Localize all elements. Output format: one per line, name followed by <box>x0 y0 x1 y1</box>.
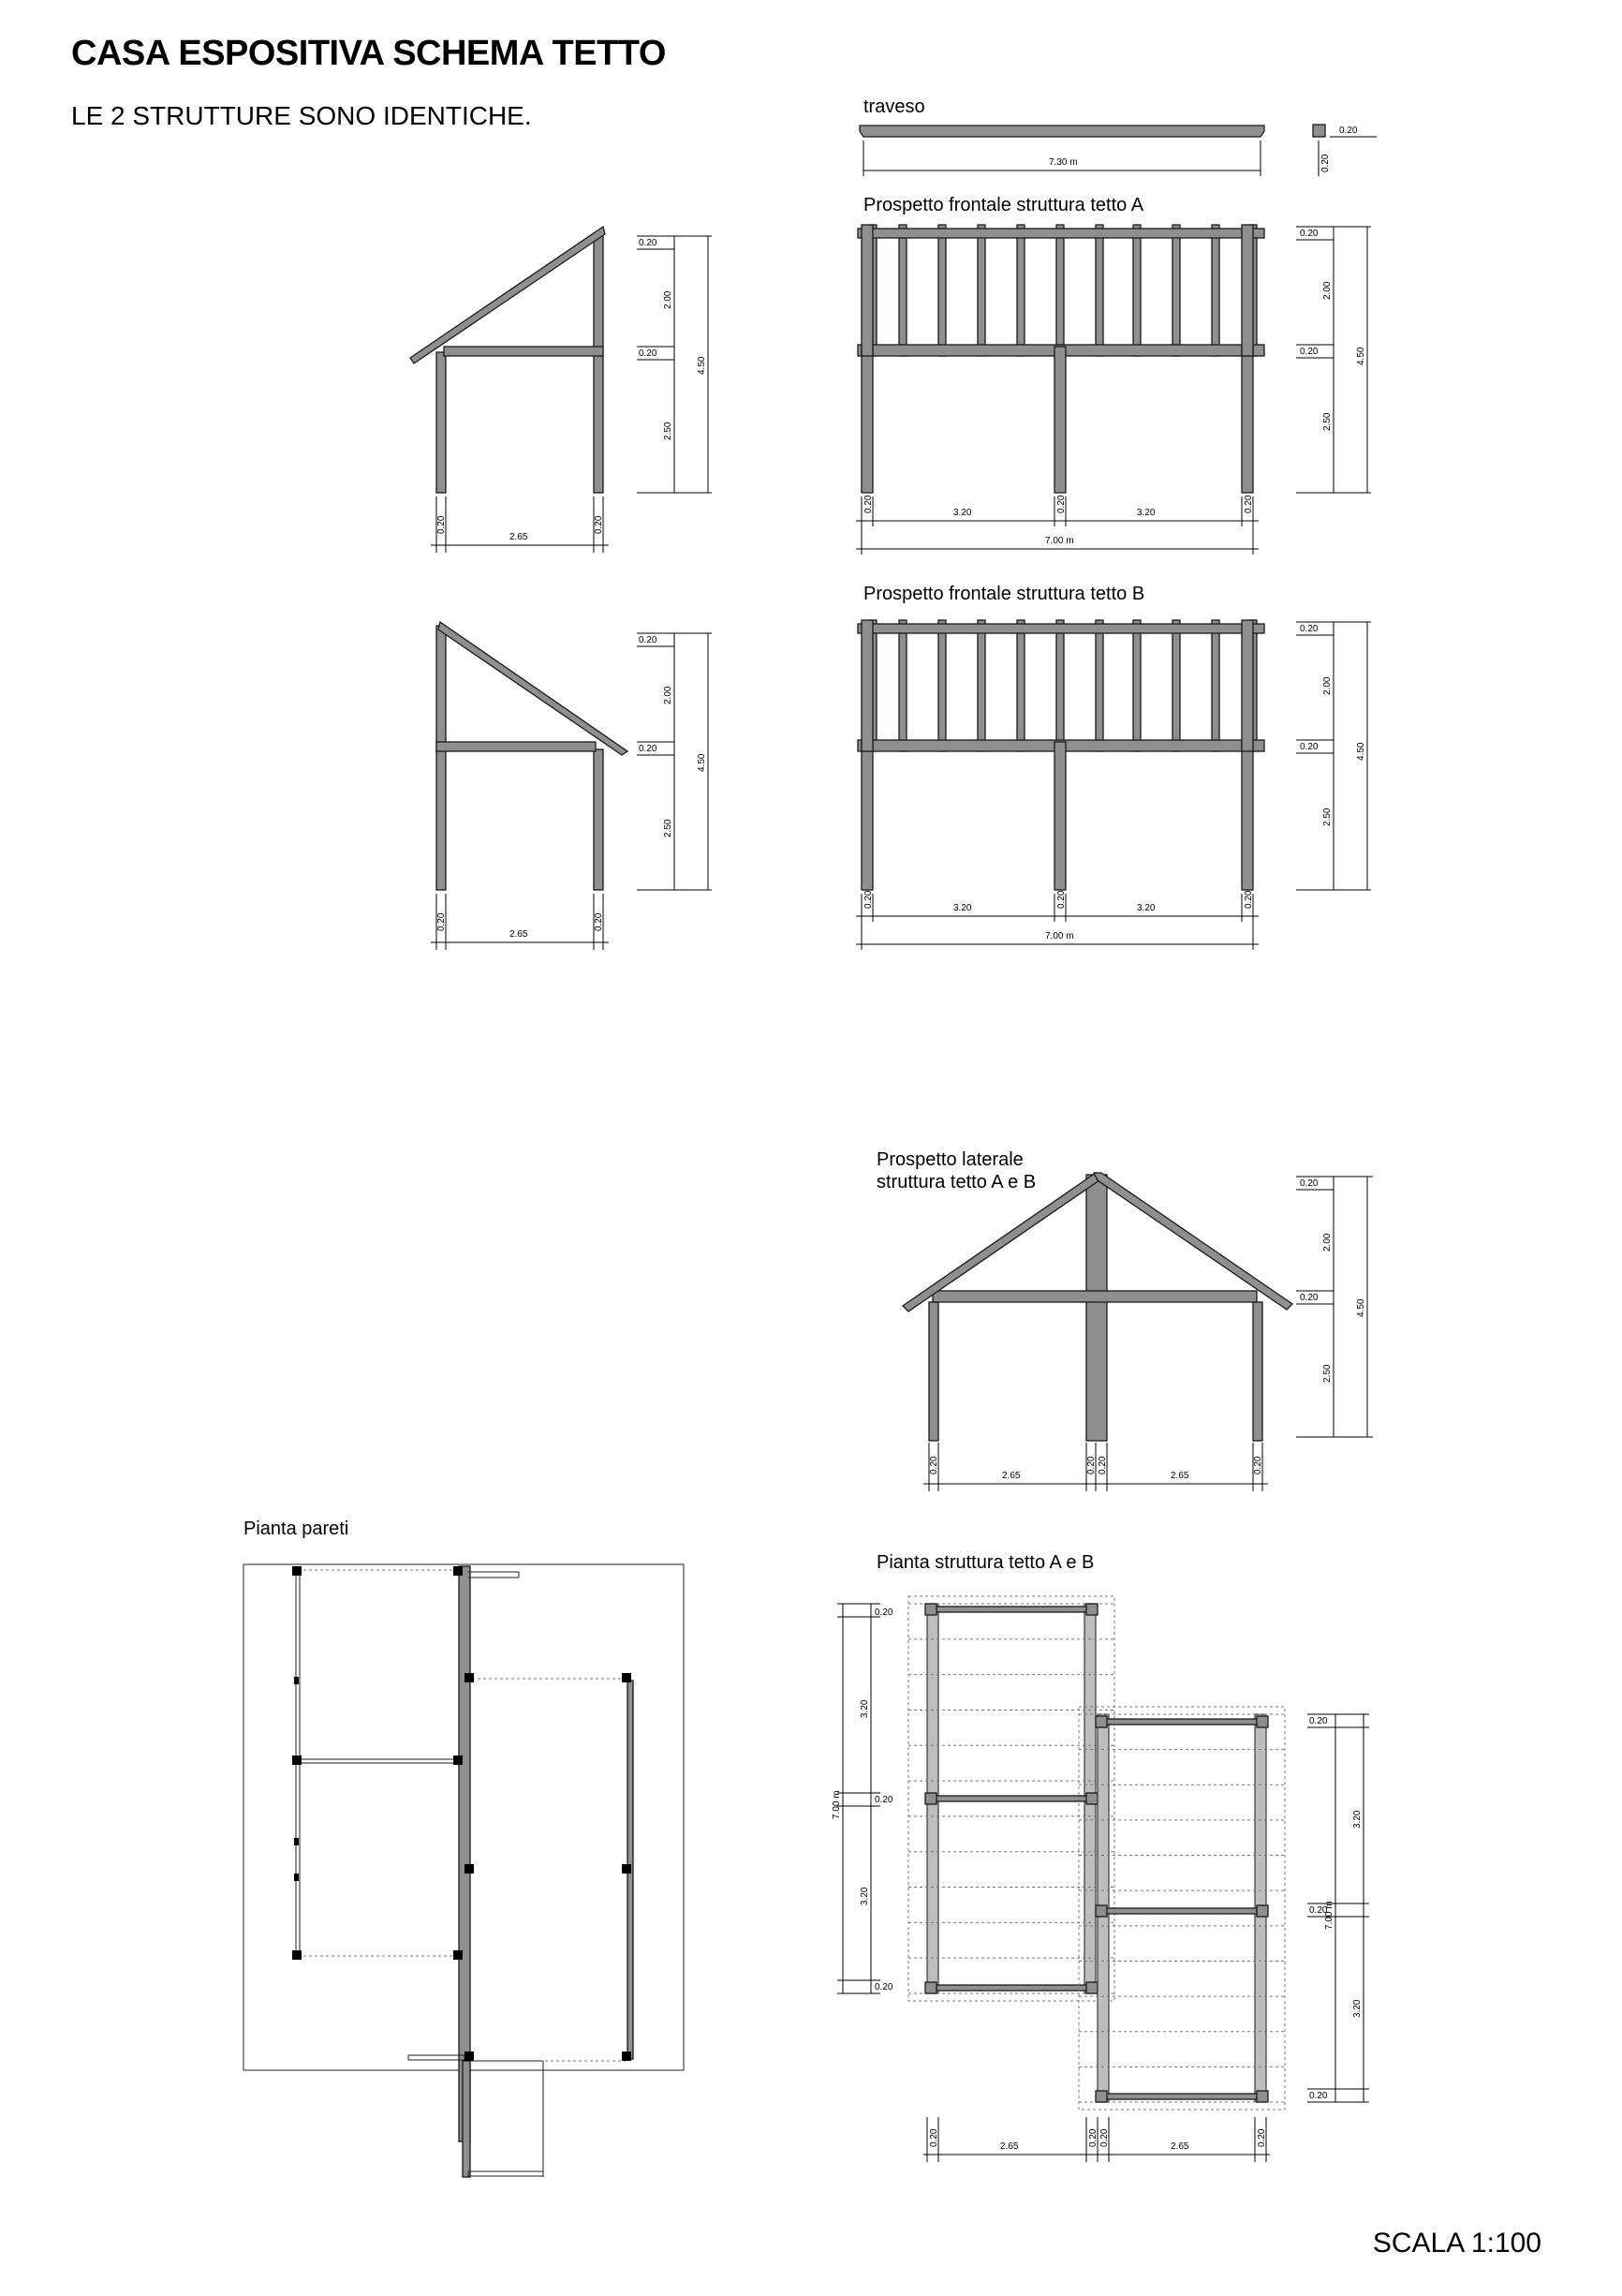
dim-plan-r-span: 3.20 <box>1352 1999 1363 2018</box>
dim-plan-r-span: 3.20 <box>1352 1810 1363 1829</box>
dim-span: 3.20 <box>953 508 972 518</box>
dim-side-b-upper: 2.00 <box>663 686 673 704</box>
dim-span: 3.20 <box>1137 903 1156 913</box>
dim-post: 0.20 <box>863 495 874 513</box>
wall-plan <box>243 1564 684 2177</box>
dim-total: 7.00 m <box>1045 536 1074 546</box>
plan-beam <box>1099 2094 1264 2099</box>
plan-post <box>1257 1905 1268 1917</box>
slat <box>1056 225 1064 356</box>
dim-plan-l: 0.20 <box>875 1607 893 1618</box>
dim-post: 0.20 <box>1244 890 1254 909</box>
dim-upper: 2.00 <box>1322 676 1333 695</box>
plan-beam <box>929 1985 1094 1991</box>
dim-side-a-post-left: 0.20 <box>436 515 447 534</box>
dim-top: 0.20 <box>1300 229 1319 239</box>
plan-post <box>925 1982 936 1993</box>
dim-lower: 2.50 <box>1322 412 1333 431</box>
dim-lat-span-1: 2.65 <box>1002 1471 1021 1481</box>
front-view-b <box>856 620 1371 950</box>
dim-top: 0.20 <box>1300 624 1319 634</box>
dim-lat-post-3: 0.20 <box>1098 1456 1108 1474</box>
label-pianta-pareti: Pianta pareti <box>243 1518 349 1539</box>
slat <box>1212 225 1219 356</box>
dim-plan-r: 0.20 <box>1309 1905 1328 1916</box>
dim-side-b-total: 4.50 <box>697 753 707 772</box>
dim-plan-b: 0.20 <box>1257 2128 1267 2147</box>
dim-mid: 0.20 <box>1300 347 1319 357</box>
roof-structure-plan[interactable] <box>832 1596 1369 2162</box>
dim-plan-r-total: 7.00 m <box>1324 1901 1334 1930</box>
dim-side-a-mid: 0.20 <box>639 348 657 359</box>
side-view-b <box>431 622 712 950</box>
dim-traveso-section-v: 0.20 <box>1320 154 1331 172</box>
front-view-a <box>856 225 1371 555</box>
scale-label: SCALA 1:100 <box>1372 2228 1541 2259</box>
traveso-beam-drawing <box>860 125 1377 176</box>
post-upper-left <box>862 225 873 356</box>
dim-post: 0.20 <box>1244 495 1254 513</box>
post <box>1054 742 1066 890</box>
label-frontal-a: Prospetto frontale struttura tetto A <box>863 195 1144 215</box>
dim-side-a-lower: 2.50 <box>663 422 673 440</box>
slat <box>1096 620 1103 751</box>
plan-beam <box>929 1796 1094 1801</box>
slat <box>1017 620 1025 751</box>
dim-plan-b: 0.20 <box>929 2128 939 2147</box>
dim-lat-top: 0.20 <box>1300 1178 1319 1189</box>
dim-upper: 2.00 <box>1322 281 1333 300</box>
post <box>862 347 873 493</box>
dim-side-b-top: 0.20 <box>639 635 657 645</box>
dim-lat-span-2: 2.65 <box>1171 1471 1189 1481</box>
top-beam <box>858 229 1264 238</box>
dim-post: 0.20 <box>863 890 874 909</box>
post-upper-right <box>1242 620 1253 751</box>
dim-lat-lower: 2.50 <box>1322 1364 1333 1383</box>
dim-side-b-span: 2.65 <box>509 929 528 940</box>
slat <box>1017 225 1025 356</box>
dim-traveso-length: 7.30 m <box>1049 157 1078 168</box>
slat <box>978 620 985 751</box>
slat <box>978 225 985 356</box>
slat <box>1133 620 1141 751</box>
post-upper-right <box>1242 225 1253 356</box>
plan-beam <box>1099 1908 1264 1914</box>
dim-lat-post-4: 0.20 <box>1253 1456 1263 1474</box>
dim-plan-b-span: 2.65 <box>1171 2141 1189 2152</box>
dim-lower: 2.50 <box>1322 807 1333 826</box>
post-upper-left <box>862 620 873 751</box>
label-frontal-b: Prospetto frontale struttura tetto B <box>863 584 1145 604</box>
dim-traveso-section: 0.20 <box>1339 126 1358 136</box>
dim-plan-l: 0.20 <box>875 1795 893 1805</box>
label-traveso: traveso <box>863 96 925 117</box>
dim-side-b-mid: 0.20 <box>639 744 657 754</box>
dim-plan-b: 0.20 <box>1088 2128 1099 2147</box>
slat <box>899 620 907 751</box>
dim-side-a-top: 0.20 <box>639 238 657 248</box>
plan-beam <box>1099 1719 1264 1725</box>
dim-span: 3.20 <box>1137 508 1156 518</box>
post <box>1242 347 1253 493</box>
dim-plan-l-total: 7.00 m <box>832 1790 842 1819</box>
page-subtitle: LE 2 STRUTTURE SONO IDENTICHE. <box>71 101 532 130</box>
dim-total-h: 4.50 <box>1356 347 1366 365</box>
dim-side-a-span: 2.65 <box>509 532 528 542</box>
side-view-a <box>410 227 712 553</box>
dim-post: 0.20 <box>1056 495 1067 513</box>
top-beam <box>858 624 1264 633</box>
dim-side-b-post-left: 0.20 <box>436 912 447 931</box>
dim-lat-post-2: 0.20 <box>1086 1456 1097 1474</box>
plan-post <box>925 1604 936 1615</box>
plan-post <box>1257 1716 1268 1727</box>
dim-total-h: 4.50 <box>1356 742 1366 761</box>
dim-plan-l-span: 3.20 <box>860 1699 870 1718</box>
plan-post <box>1096 1716 1107 1727</box>
dim-span: 3.20 <box>953 903 972 913</box>
dim-lat-upper: 2.00 <box>1322 1233 1333 1252</box>
plan-post <box>1086 1982 1098 1993</box>
dim-side-a-total: 4.50 <box>697 356 707 375</box>
dim-plan-b: 0.20 <box>1099 2128 1110 2147</box>
plan-post <box>1096 2091 1107 2102</box>
plan-post <box>925 1793 936 1804</box>
dim-side-a-upper: 2.00 <box>663 290 673 309</box>
post <box>1242 742 1253 890</box>
slat <box>938 620 946 751</box>
dim-lat-post-1: 0.20 <box>929 1456 939 1474</box>
plan-post <box>1086 1604 1098 1615</box>
plan-post <box>1096 1905 1107 1917</box>
slat <box>1096 225 1103 356</box>
dim-lat-mid: 0.20 <box>1300 1293 1319 1303</box>
slat <box>1172 225 1180 356</box>
dim-plan-b-span: 2.65 <box>1000 2141 1019 2152</box>
lateral-view <box>903 1173 1373 1491</box>
plan-post <box>1257 2091 1268 2102</box>
dim-plan-r: 0.20 <box>1309 1716 1328 1726</box>
dim-plan-l: 0.20 <box>875 1982 893 1992</box>
post <box>862 742 873 890</box>
label-pianta-struttura: Pianta struttura tetto A e B <box>877 1552 1095 1573</box>
dim-mid: 0.20 <box>1300 742 1319 752</box>
page-title: CASA ESPOSITIVA SCHEMA TETTO <box>71 34 666 73</box>
dim-side-a-post-right: 0.20 <box>594 515 604 534</box>
dim-total: 7.00 m <box>1045 931 1074 941</box>
dim-lat-total: 4.50 <box>1356 1298 1366 1317</box>
label-lateral-line1: Prospetto laterale <box>877 1149 1024 1170</box>
slat <box>1133 225 1141 356</box>
dim-plan-l-span: 3.20 <box>860 1887 870 1905</box>
post <box>1054 347 1066 493</box>
dim-side-b-post-right: 0.20 <box>594 912 604 931</box>
slat <box>938 225 946 356</box>
label-lateral-line2: struttura tetto A e B <box>877 1172 1037 1192</box>
slat <box>1172 620 1180 751</box>
dim-plan-r: 0.20 <box>1309 2091 1328 2101</box>
slat <box>1212 620 1219 751</box>
plan-beam <box>929 1607 1094 1612</box>
dim-side-b-lower: 2.50 <box>663 819 673 837</box>
plan-post <box>1086 1793 1098 1804</box>
slat <box>899 225 907 356</box>
slat <box>1056 620 1064 751</box>
dim-post: 0.20 <box>1056 890 1067 909</box>
